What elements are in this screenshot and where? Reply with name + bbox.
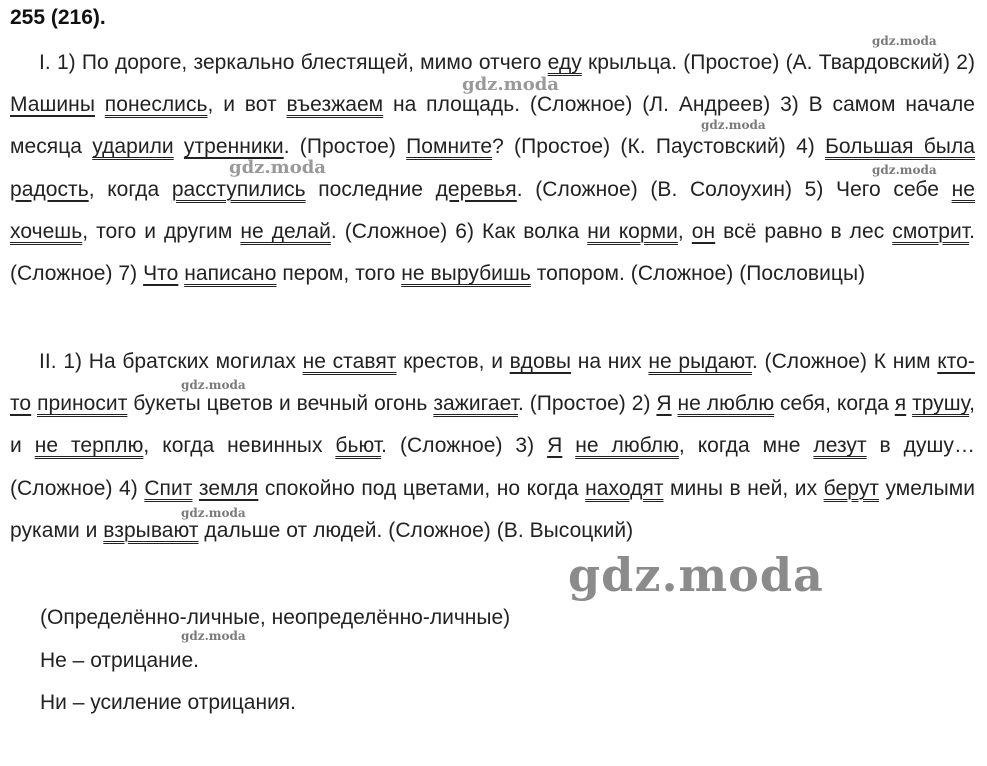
predicate-underlined: не люблю	[575, 434, 679, 458]
predicate-underlined: еду	[547, 51, 582, 74]
predicate-underlined: не хочешь	[10, 177, 976, 243]
sentence-types-note: (Определённо-личные, неопределённо-личные)	[40, 606, 511, 629]
subject-underlined: радость	[10, 177, 89, 201]
watermark: gdz.moda	[181, 378, 246, 392]
subject-underlined: земля	[198, 476, 259, 500]
predicate-underlined: Помните	[406, 135, 493, 159]
ne-particle-note: Не – отрицание.	[40, 649, 199, 672]
predicate-underlined: взрывают	[103, 518, 199, 542]
subject-underlined: он	[691, 219, 716, 243]
predicate-underlined: не вырубишь	[401, 262, 531, 286]
watermark: gdz.moda	[568, 548, 824, 602]
predicate-underlined: Спит	[144, 476, 193, 500]
subject-underlined: кто-то	[10, 350, 975, 416]
answer-part-2: II. 1) На братских могилах не ставят крестов, и вдовы на них не рыдают. (Сложное) К ним кто-то приносит букеты цветов и вечный огонь зажигает. (Простое) 2) Я не люблю себя, когда я трушу, и не терплю, когда невинных бьют. (Сложное) 3) Я не люблю, когда мне лезут в душу… (Сложное) 4) Спит земля спокойно под цветами, но когда находят мины в ней, их берут умелыми руками и взрывают дальше от людей. (Сложное) (В. Высоцкий)	[10, 350, 976, 542]
watermark: gdz.moda	[872, 163, 937, 177]
subject-underlined: утренники	[183, 135, 284, 159]
subject-underlined: Машины	[10, 93, 95, 117]
predicate-underlined: смотрит	[892, 219, 970, 243]
watermark: gdz.moda	[701, 118, 766, 132]
predicate-underlined: трушу	[912, 392, 970, 416]
answer-part-1: I. 1) По дороге, зеркально блестящей, мимо отчего еду крыльца. (Простое) (А. Твардовский) 2) Машины понеслись, и вот въезжаем на площадь. (Сложное) (Л. Андреев) 3) В самом начале месяца ударили утренники. (Простое) Помните? (Простое) (К. Паустовский) 4) Большая была радость, когда расступились последние деревья. (Сложное) (В. Солоухин) 5) Чего себе не хочешь, того и другим не делай. (Сложное) 6) Как волка ни корми, он всё равно в лес смотрит. (Сложное) 7) Что написано пером, того не вырубишь топором. (Сложное) (Пословицы)	[10, 51, 976, 286]
ni-particle-note: Ни – усиление отрицания.	[40, 691, 296, 714]
subject-underlined: вдовы	[509, 350, 572, 373]
subject-underlined: деревья	[435, 177, 517, 201]
predicate-underlined: не люблю	[677, 392, 775, 416]
watermark: gdz.moda	[181, 629, 246, 643]
predicate-underlined: не терплю	[34, 434, 144, 458]
predicate-underlined: не ставят	[302, 350, 397, 373]
predicate-underlined: зажигает	[433, 392, 518, 416]
subject-underlined: Я	[656, 392, 672, 416]
predicate-underlined: понеслись	[104, 93, 208, 117]
predicate-underlined: бьют	[335, 434, 382, 458]
predicate-underlined: написано	[184, 262, 277, 286]
predicate-underlined: берут	[823, 476, 879, 500]
predicate-underlined: ни корми	[587, 219, 678, 243]
subject-underlined: я	[894, 392, 907, 416]
predicate-underlined: не рыдают	[648, 350, 752, 373]
subject-underlined: Я	[547, 434, 563, 458]
watermark: gdz.moda	[872, 34, 937, 48]
predicate-underlined: лезут	[813, 434, 867, 458]
subject-underlined: Что	[143, 262, 179, 286]
exercise-number: 255 (216).	[10, 6, 106, 29]
predicate-underlined: находят	[585, 476, 664, 500]
predicate-underlined: расступились	[171, 177, 306, 201]
watermark: gdz.moda	[229, 157, 326, 178]
predicate-underlined: приносит	[37, 392, 128, 416]
predicate-underlined: не делай	[240, 219, 331, 243]
watermark: gdz.moda	[462, 74, 559, 95]
predicate-underlined: ударили	[92, 135, 174, 159]
watermark: gdz.moda	[181, 506, 246, 520]
predicate-underlined: Большая была	[825, 135, 975, 159]
predicate-underlined: въезжаем	[286, 93, 384, 117]
